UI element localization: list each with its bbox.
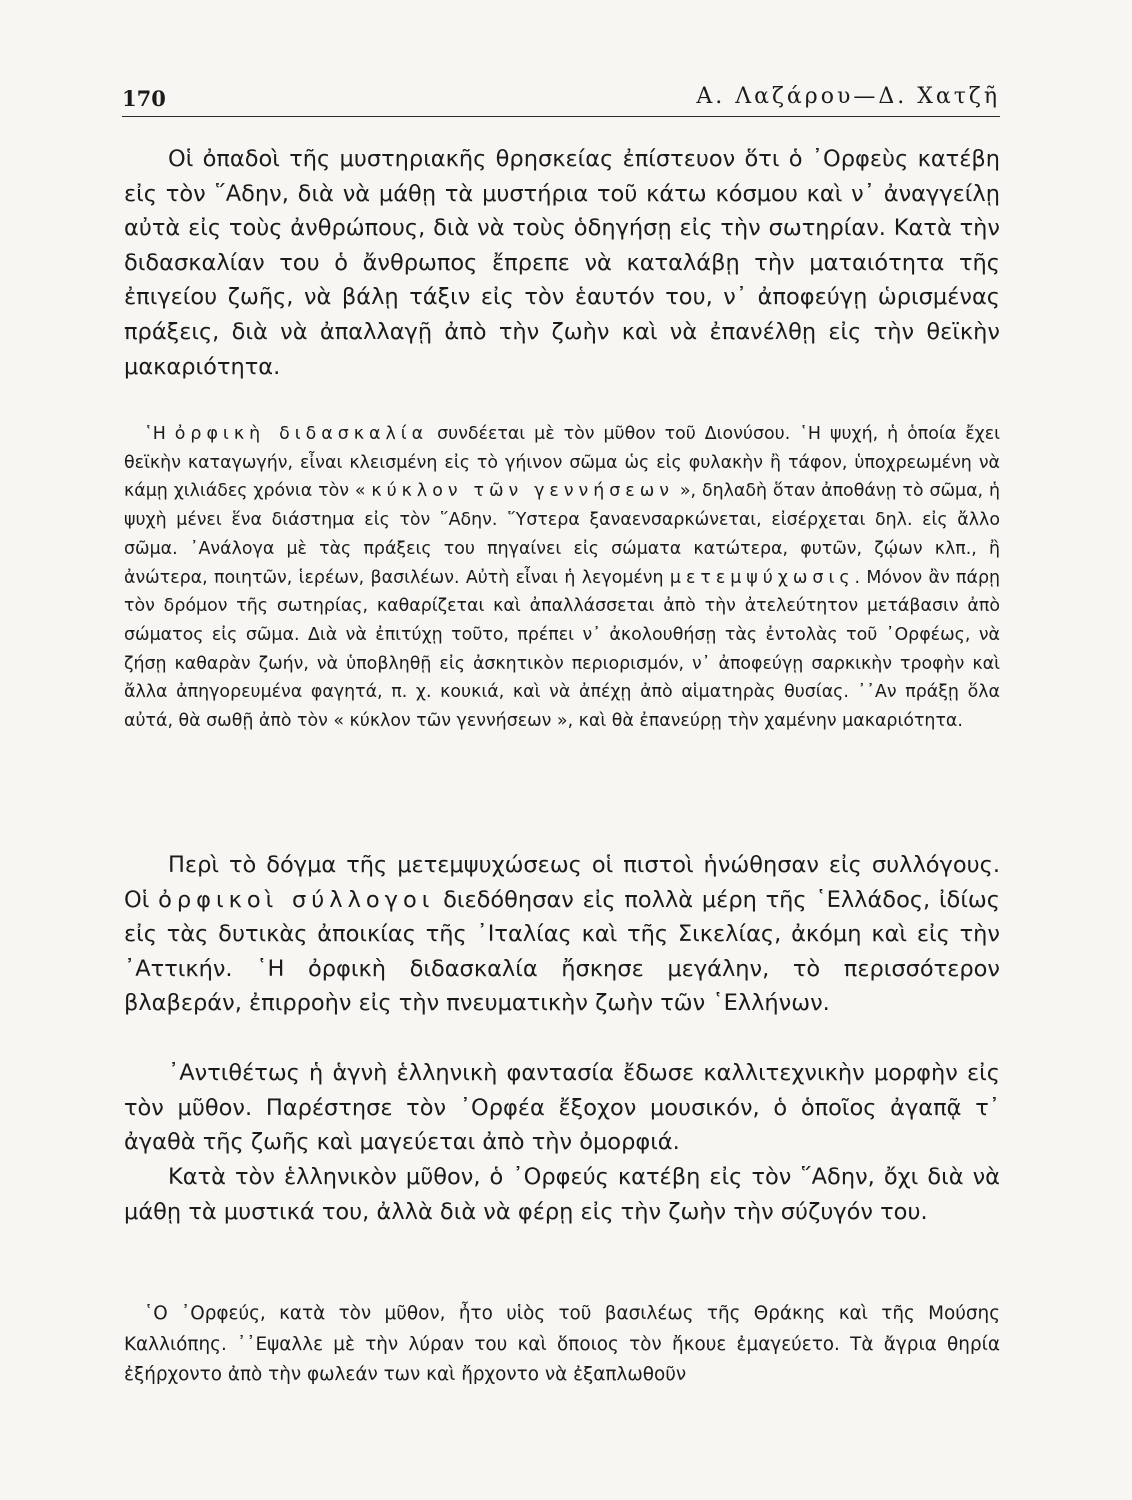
- p2-text-mid-1: συνδέεται μὲ τὸν μῦθον τοῦ Διονύσου. ῾Η ψυχή, ἡ ὁποία ἔχει θεϊκὴν καταγωγήν, εἶναι κλεισμένη εἰς τὸ γήινον σῶμα ὡς εἰς φυλακὴν ἢ τάφον, ὑποχρεωμένη νὰ κάμῃ χιλιάδες χρόνια τὸν «: [124, 424, 1000, 502]
- p2-emphasis-orphic-teaching: ὀρφικὴ διδασκαλία: [174, 424, 429, 444]
- p2-emphasis-cycle-of-births: κύκλον τῶν γεννήσεων: [371, 481, 674, 502]
- page-number: 170: [122, 86, 166, 111]
- paragraph-5: Κατὰ τὸν ἑλληνικὸν μῦθον, ὁ ᾿Ορφεύς κατέβη εἰς τὸν ῞Αδην, ὄχι διὰ νὰ μάθῃ τὰ μυστικά του, ἀλλὰ διὰ νὰ φέρῃ εἰς τὴν ζωὴν τὴν σύζυγόν του.: [124, 1164, 1000, 1225]
- paragraph-4: ᾿Αντιθέτως ἡ ἁγνὴ ἑλληνικὴ φαντασία ἔδωσε καλλιτεχνικὴν μορφὴν εἰς τὸν μῦθον. Παρέστησε τὸν ᾿Ορφέα ἔξοχον μουσικόν, ὁ ὁποῖος ἀγαπᾷ τ᾿ ἀγαθὰ τῆς ζωῆς καὶ μαγεύεται ἀπὸ τὴν ὀμορφιά.: [124, 1060, 1000, 1156]
- p3-emphasis-orphic-societies: ὀρφικοὶ σύλλογοι: [158, 886, 435, 913]
- running-head: Α. Λαζάρου—Δ. Χατζῆ: [696, 84, 1000, 109]
- p3-text-end: διεδόθησαν εἰς πολλὰ μέρη τῆς ῾Ελλάδος, ἰδίως εἰς τὰς δυτικὰς ἀποικίας τῆς ᾿Ιταλίας καὶ τῆς Σικελίας, ἀκόμη καὶ εἰς τὴν ᾿Αττικήν. ῾Η ὀρφικὴ διδασκαλία ἤσκησε μεγάλην, τὸ περισσότερον βλαβεράν, ἐπιρροὴν εἰς τὴν πνευματικὴν ζωὴν τῶν ῾Ελλήνων.: [124, 886, 1000, 1017]
- page-header: [122, 82, 1000, 117]
- p2-emphasis-metempsychosis: μετεμψύχωσις: [669, 567, 855, 588]
- p2-text-end: . Μόνον ἂν πάρῃ τὸν δρόμον τῆς σωτηρίας, καθαρίζεται καὶ ἀπαλλάσσεται ἀπὸ τὴν ἀτελεύτητον μετάβασιν ἀπὸ σώματος εἰς σῶμα. Διὰ νὰ ἐπιτύχῃ τοῦτο, πρέπει ν᾿ ἀκολουθήσῃ τὰς ἐντολὰς τοῦ ᾿Ορφέως, νὰ ζήσῃ καθαρὰν ζωήν, νὰ ὑποβληθῇ εἰς ἀσκητικὸν περιορισμόν, ν᾿ ἀποφεύγῃ σαρκικὴν τροφὴν καὶ ἄλλα ἀπηγορευμένα φαγητά, π. χ. κουκιά, καὶ νὰ ἀπέχῃ ἀπὸ αἱματηρὰς θυσίας. ᾿᾿Αν πράξῃ ὅλα αὐτά, θὰ σωθῇ ἀπὸ τὸν « κύκλον τῶν γεννήσεων », καὶ θὰ ἐπανεύρῃ τὴν χαμένην μακαριότητα.: [124, 567, 1001, 732]
- paragraph-6-note: ῾Ο ᾿Ορφεύς, κατὰ τὸν μῦθον, ἦτο υἱὸς τοῦ βασιλέως τῆς Θράκης καὶ τῆς Μούσης Καλλιόπης. ᾿᾿Εψαλλε μὲ τὴν λύραν του καὶ ὅποιος τὸν ἤκουε ἐμαγεύετο. Τὰ ἄγρια θηρία ἐξήρχοντο ἀπὸ τὴν φωλεάν των καὶ ἤρχοντο νὰ ἐξαπλωθοῦν: [124, 1303, 1000, 1385]
- p3-text-start: Περὶ τὸ δόγμα τῆς μετεμψυχώσεως οἱ πιστοὶ ἡνώθησαν εἰς συλλόγους. Οἱ: [124, 852, 1000, 913]
- p2-text-start: ῾Η: [144, 424, 175, 444]
- paragraph-3: [124, 848, 1000, 1021]
- paragraph-2-note: [124, 420, 1000, 736]
- paragraph-1: Οἱ ὀπαδοὶ τῆς μυστηριακῆς θρησκείας ἐπίστευον ὅτι ὁ ᾿Ορφεὺς κατέβη εἰς τὸν ῞Αδην, διὰ νὰ μάθῃ τὰ μυστήρια τοῦ κάτω κόσμου καὶ ν᾿ ἀναγγείλῃ αὐτὰ εἰς τοὺς ἀνθρώπους, διὰ νὰ τοὺς ὁδηγήσῃ εἰς τὴν σωτηρίαν. Κατὰ τὴν διδασκαλίαν του ὁ ἄνθρωπος ἔπρεπε νὰ καταλάβῃ τὴν ματαιότητα τῆς ἐπιγείου ζωῆς, νὰ βάλῃ τάξιν εἰς τὸν ἑαυτόν του, ν᾿ ἀποφεύγῃ ὡρισμένας πράξεις, διὰ νὰ ἀπαλλαγῇ ἀπὸ τὴν ζωὴν καὶ νὰ ἐπανέλθῃ εἰς τὴν θεϊκὴν μακαριότητα.: [124, 146, 1000, 380]
- p2-text-mid-2: », δηλαδὴ ὅταν ἀποθάνῃ τὸ σῶμα, ἡ ψυχὴ μένει ἕνα διάστημα εἰς τὸν ῞Αδην. ῞Υστερα ξαναενσαρκώνεται, εἰσέρχεται δηλ. εἰς ἄλλο σῶμα. ᾿Ανάλογα μὲ τὰς πράξεις του πηγαίνει εἰς σώματα κατώτερα, φυτῶν, ζῴων κλπ., ἢ ἀνώτερα, ποιητῶν, ἱερέων, βασιλέων. Αὐτὴ εἶναι ἡ λεγομένη: [124, 481, 1001, 588]
